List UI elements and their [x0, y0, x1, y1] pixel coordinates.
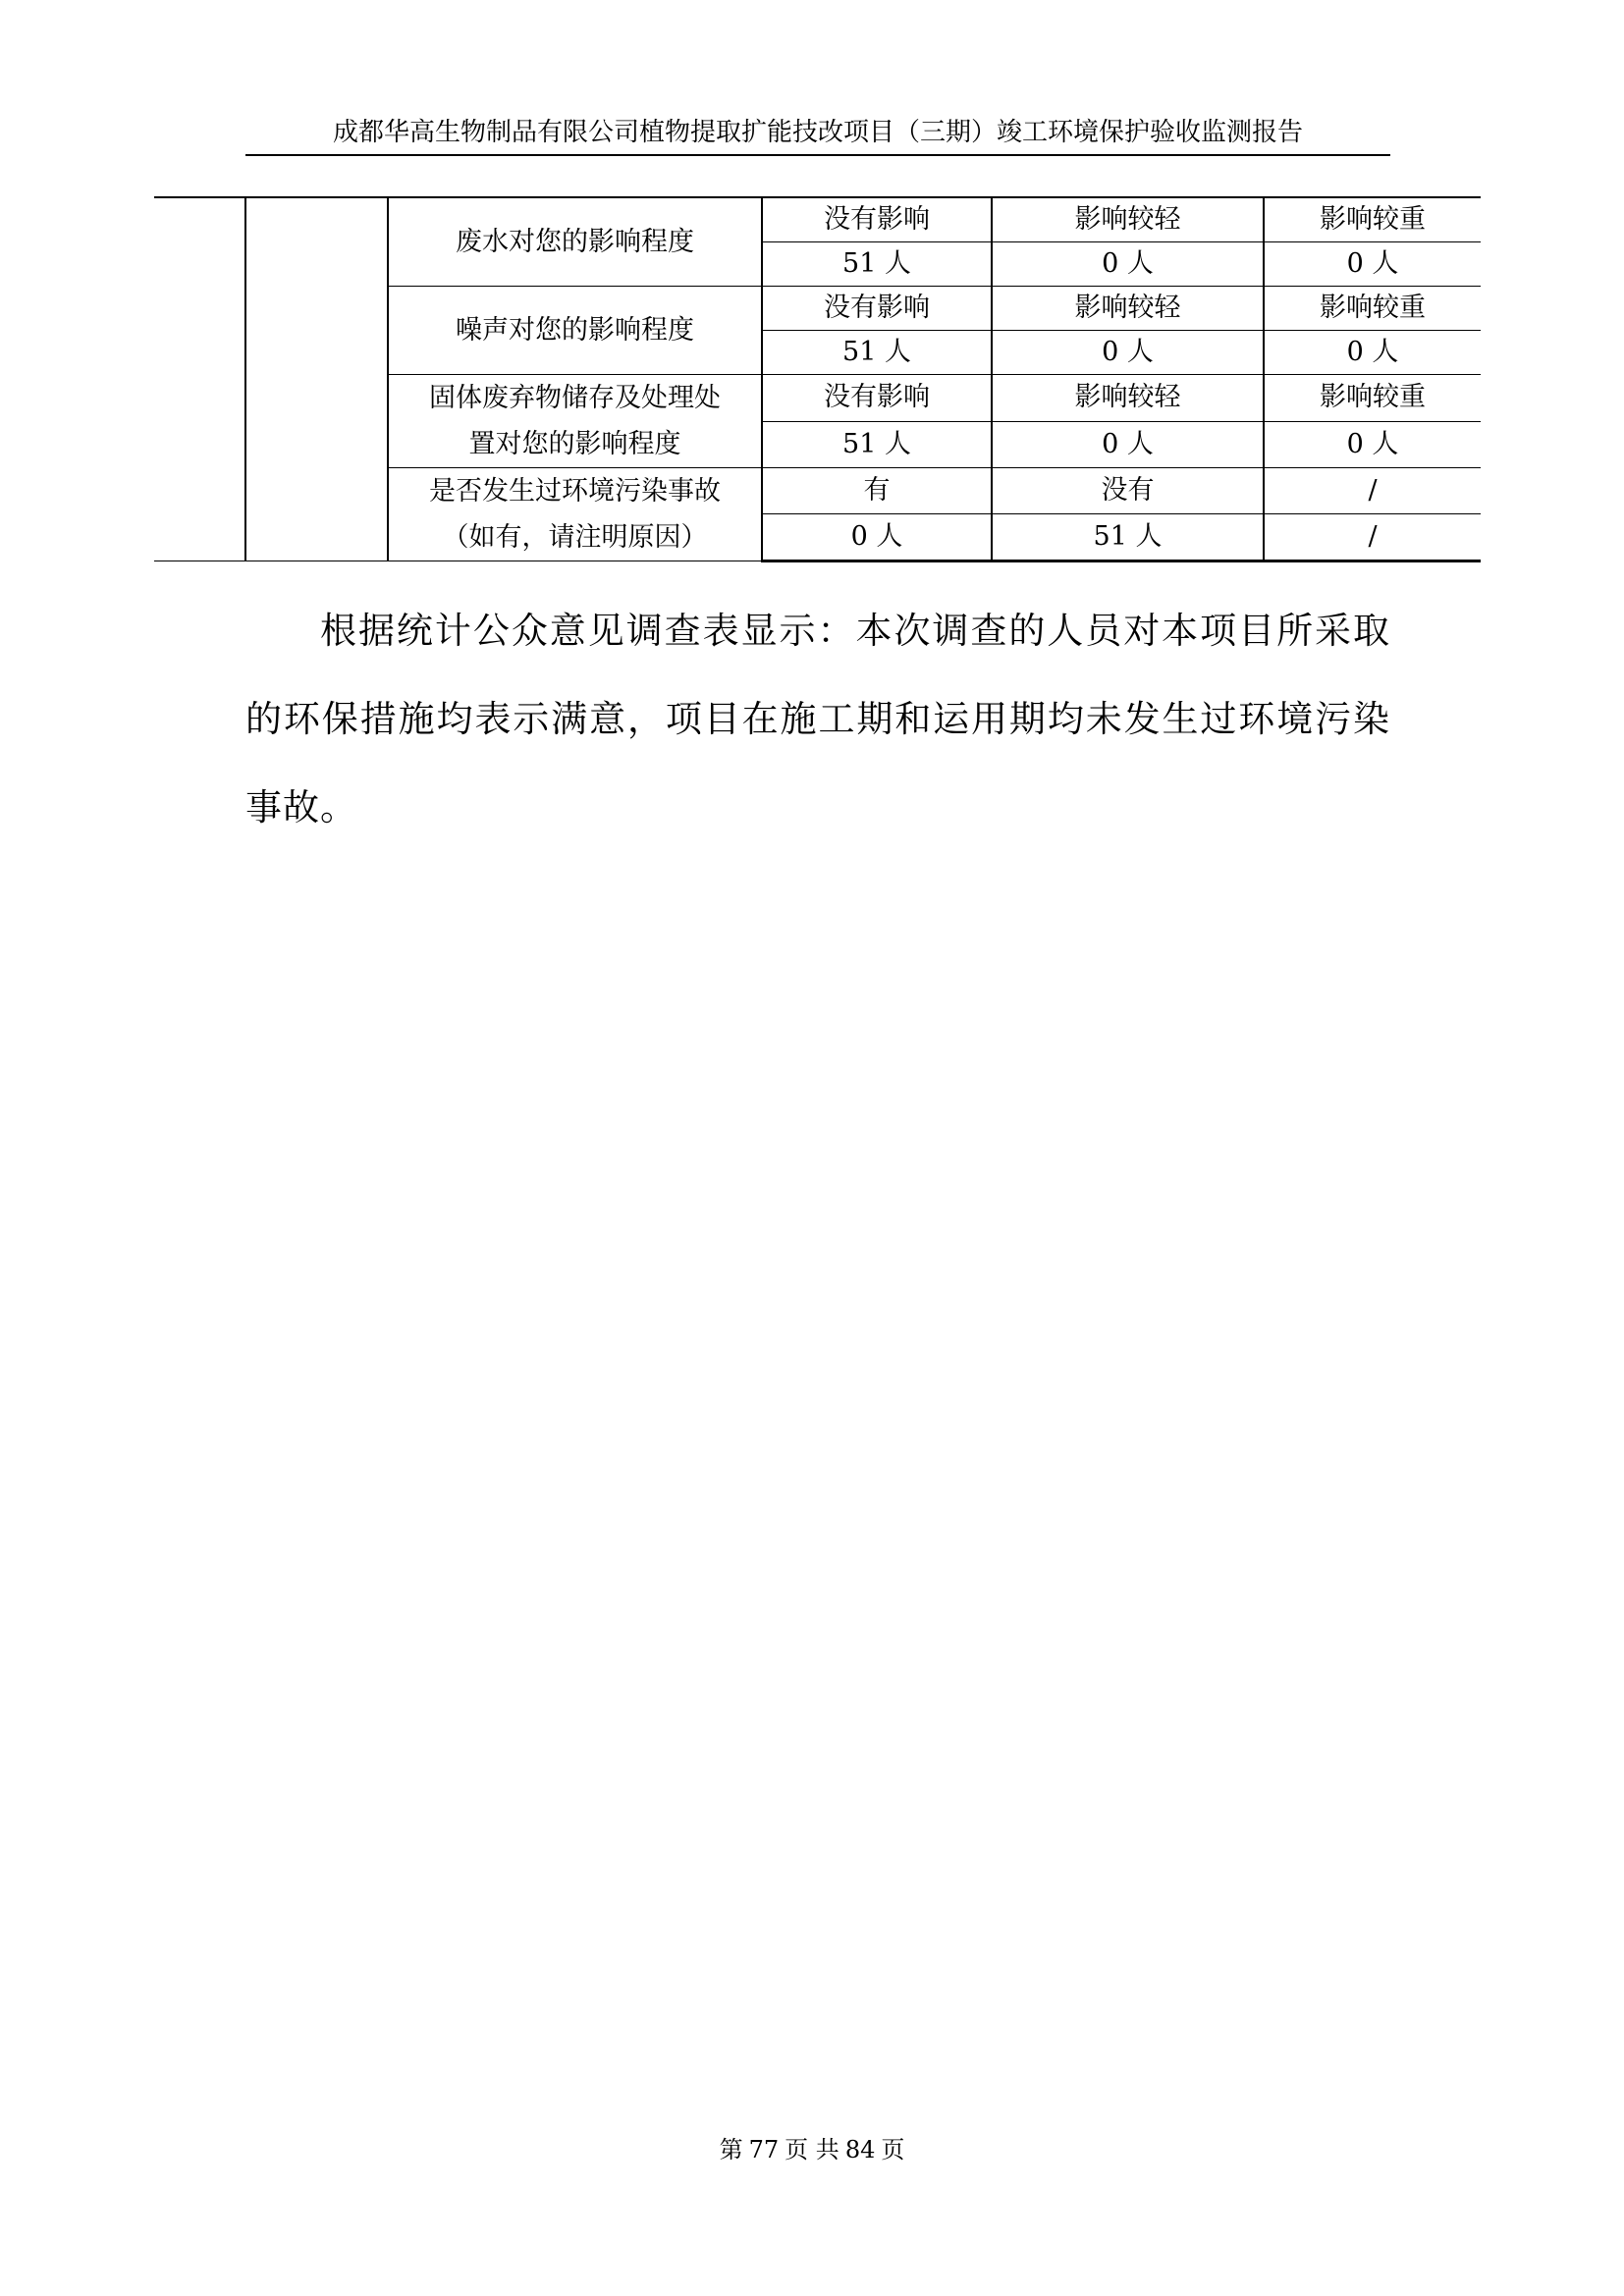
count-cell: /: [1264, 513, 1481, 561]
option-cell: 没有影响: [762, 287, 992, 331]
option-cell: /: [1264, 468, 1481, 514]
count-cell: 0 人: [992, 331, 1264, 375]
question-line: 置对您的影响程度: [468, 429, 681, 459]
question-pollution-incident: [388, 468, 762, 561]
question-solid-waste: [388, 375, 762, 468]
option-cell: 影响较轻: [992, 197, 1264, 242]
option-cell: 没有影响: [762, 197, 992, 242]
table-row: [154, 197, 1481, 242]
count-cell: 51 人: [762, 421, 992, 468]
conclusion-paragraph: 根据统计公众意见调查表显示：本次调查的人员对本项目所采取的环保措施均表示满意，项目在施工期和运用期均未发生过环境污染事故。: [245, 610, 1390, 828]
question-wastewater: 废水对您的影响程度: [388, 197, 762, 287]
blank-category-cell: [154, 197, 245, 561]
count-cell: 51 人: [762, 242, 992, 287]
page-label: 第: [719, 2136, 743, 2163]
count-cell: 0 人: [762, 513, 992, 561]
option-cell: 影响较重: [1264, 287, 1481, 331]
total-pages: 84: [844, 2136, 876, 2163]
page-label: 页 共: [785, 2136, 839, 2163]
option-cell: 影响较轻: [992, 375, 1264, 422]
blank-subcategory-cell: [245, 197, 388, 561]
count-cell: 0 人: [1264, 421, 1481, 468]
header-divider: [245, 154, 1390, 156]
question-noise: 噪声对您的影响程度: [388, 287, 762, 375]
count-cell: 0 人: [992, 242, 1264, 287]
count-cell: 0 人: [992, 421, 1264, 468]
option-cell: 没有: [992, 468, 1264, 514]
report-header-title: 成都华高生物制品有限公司植物提取扩能技改项目（三期）竣工环境保护验收监测报告: [332, 118, 1303, 147]
option-cell: 没有影响: [762, 375, 992, 422]
question-line: （如有，请注明原因）: [442, 522, 708, 553]
question-line: 是否发生过环境污染事故: [429, 476, 721, 507]
count-cell: 0 人: [1264, 331, 1481, 375]
page-label: 页: [881, 2136, 905, 2163]
option-cell: 有: [762, 468, 992, 514]
page-number: 77: [748, 2136, 780, 2163]
count-cell: 0 人: [1264, 242, 1481, 287]
option-cell: 影响较轻: [992, 287, 1264, 331]
survey-results-table: [154, 196, 1481, 562]
page-footer: [0, 2135, 1624, 2164]
option-cell: 影响较重: [1264, 197, 1481, 242]
question-line: 固体废弃物储存及处理处: [429, 383, 721, 413]
count-cell: 51 人: [762, 331, 992, 375]
count-cell: 51 人: [992, 513, 1264, 561]
option-cell: 影响较重: [1264, 375, 1481, 422]
